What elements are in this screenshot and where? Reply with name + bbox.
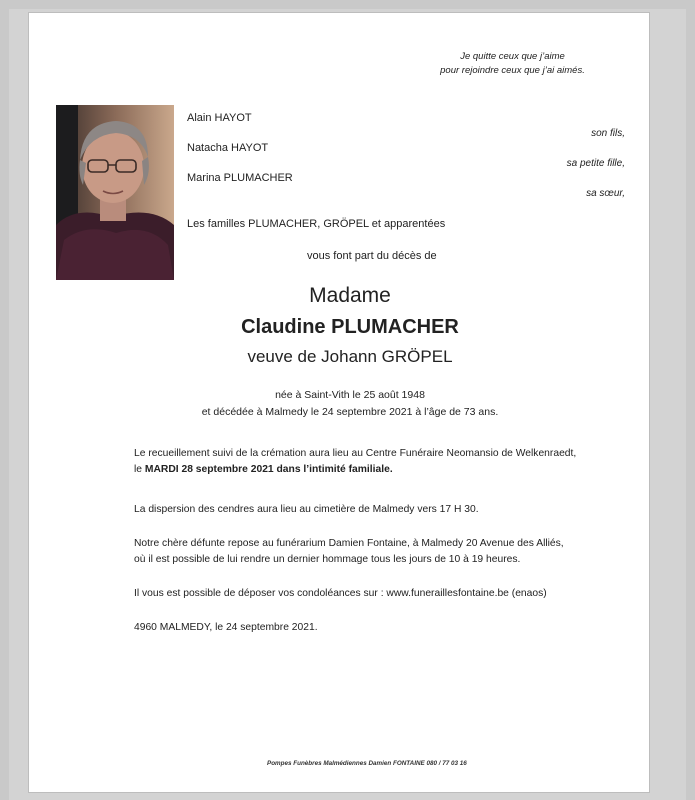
rest-line-1: Notre chère défunte repose au funérarium Damien Fontaine, à Malmedy 20 Avenue des Alliés, [134,538,564,549]
ceremony-line-2 [134,462,393,478]
widow-of-line: veuve de Johann GRÖPEL [247,347,453,366]
families-line: Les familles PLUMACHER, GRÖPEL et apparentées [187,218,446,230]
rest-line-2: où il est possible de lui rendre un dernier hommage tous les jours de 10 à 19 heures. [134,554,521,565]
announcement-line: vous font part du décès de [307,250,437,262]
family-member-relation: sa sœur, [586,188,625,199]
family-member-name: Alain HAYOT [187,112,252,124]
death-line: et décédée à Malmedy le 24 septembre 2021 à l’âge de 73 ans. [201,406,499,418]
birth-line: née à Saint-Vith le 25 août 1948 [275,389,425,401]
family-member-name: Natacha HAYOT [187,142,269,154]
epitaph [420,50,605,78]
epitaph-line-1: Je quitte ceux que j’aime [460,51,565,62]
epitaph-line-2: pour rejoindre ceux que j’ai aimés. [440,65,585,76]
dispersion-line: La dispersion des cendres aura lieu au cimetière de Malmedy vers 17 H 30. [134,504,479,515]
family-member-name: Marina PLUMACHER [187,172,293,184]
ceremony-line-1: Le recueillement suivi de la crémation aura lieu au Centre Funéraire Neomansio de Welkenraedt, [134,448,577,459]
deceased-name: Claudine PLUMACHER [241,316,459,338]
condolences-line: Il vous est possible de déposer vos condoléances sur : www.funeraillesfontaine.be (enaos) [134,588,547,599]
deceased-title: Madame [309,284,391,307]
funeral-home-footer: Pompes Funèbres Malmédiennes Damien FONTAINE 080 / 77 03 16 [267,760,467,767]
family-member-relation: sa petite fille, [566,158,625,169]
ceremony-line-2-prefix: le [134,464,145,475]
portrait-photo [56,105,174,280]
place-date-line: 4960 MALMEDY, le 24 septembre 2021. [134,622,318,633]
portrait-photo-icon [56,105,174,280]
family-member-relation: son fils, [591,128,625,139]
ceremony-date: MARDI 28 septembre 2021 dans l’intimité familiale. [144,464,393,475]
